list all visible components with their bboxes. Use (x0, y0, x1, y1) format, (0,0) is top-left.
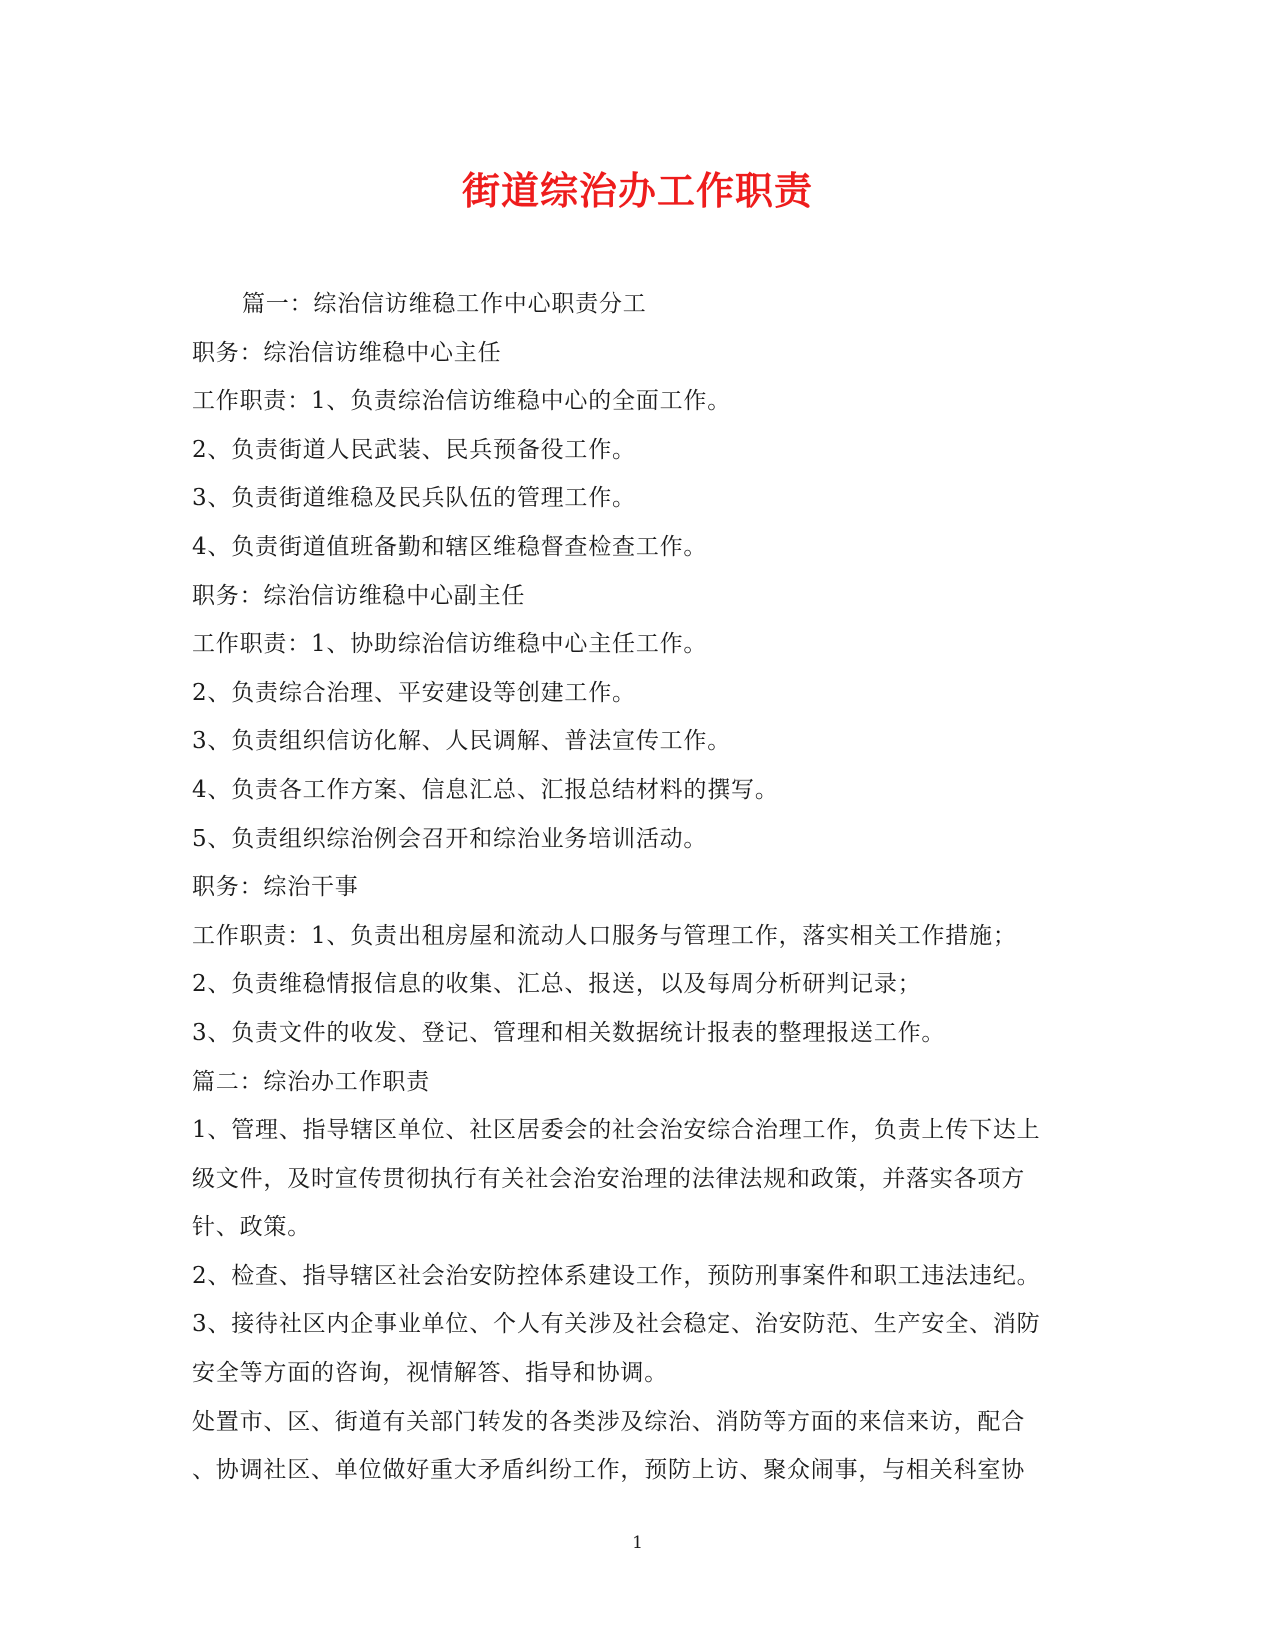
text-line: 2、负责街道人民武装、民兵预备役工作。 (192, 436, 636, 463)
document-title: 街道综治办工作职责 (461, 168, 813, 213)
text-line: 级文件，及时宣传贯彻执行有关社会治安治理的法律法规和政策，并落实各项方 (192, 1165, 1025, 1192)
text-line: 5、负责组织综治例会召开和综治业务培训活动。 (192, 825, 708, 852)
text-line: 处置市、区、街道有关部门转发的各类涉及综治、消防等方面的来信来访，配合 (192, 1408, 1025, 1435)
text-line: 、协调社区、单位做好重大矛盾纠纷工作，预防上访、聚众闹事，与相关科室协 (192, 1457, 1025, 1484)
text-line: 3、负责文件的收发、登记、管理和相关数据统计报表的整理报送工作。 (192, 1019, 946, 1046)
text-line: 1、管理、指导辖区单位、社区居委会的社会治安综合治理工作，负责上传下达上 (192, 1117, 1041, 1144)
text-line: 2、检查、指导辖区社会治安防控体系建设工作，预防刑事案件和职工违法违纪。 (192, 1262, 1041, 1289)
text-line: 职务：综治信访维稳中心主任 (192, 339, 502, 366)
text-line: 2、负责综合治理、平安建设等创建工作。 (192, 679, 636, 706)
text-line: 工作职责：1、负责出租房屋和流动人口服务与管理工作，落实相关工作措施； (192, 922, 1017, 949)
section-heading: 篇一：综治信访维稳工作中心职责分工 (242, 291, 647, 317)
text-line: 2、负责维稳情报信息的收集、汇总、报送，以及每周分析研判记录； (192, 971, 922, 998)
text-line: 安全等方面的咨询，视情解答、指导和协调。 (192, 1360, 668, 1387)
text-line: 3、负责街道维稳及民兵队伍的管理工作。 (192, 485, 636, 512)
text-line: 针、政策。 (192, 1214, 311, 1241)
text-line: 职务：综治干事 (192, 874, 359, 901)
document-body (192, 280, 1082, 1495)
text-line: 工作职责：1、协助综治信访维稳中心主任工作。 (192, 631, 708, 658)
text-line: 4、负责街道值班备勤和辖区维稳督查检查工作。 (192, 533, 708, 560)
section-heading: 篇二：综治办工作职责 (192, 1068, 430, 1095)
text-line: 职务：综治信访维稳中心副主任 (192, 582, 526, 609)
text-line: 3、接待社区内企事业单位、个人有关涉及社会稳定、治安防范、生产安全、消防 (192, 1311, 1041, 1338)
text-line: 工作职责：1、负责综治信访维稳中心的全面工作。 (192, 388, 732, 415)
text-line: 3、负责组织信访化解、人民调解、普法宣传工作。 (192, 728, 732, 755)
page-number: 1 (632, 1533, 643, 1553)
text-line: 4、负责各工作方案、信息汇总、汇报总结材料的撰写。 (192, 776, 779, 803)
